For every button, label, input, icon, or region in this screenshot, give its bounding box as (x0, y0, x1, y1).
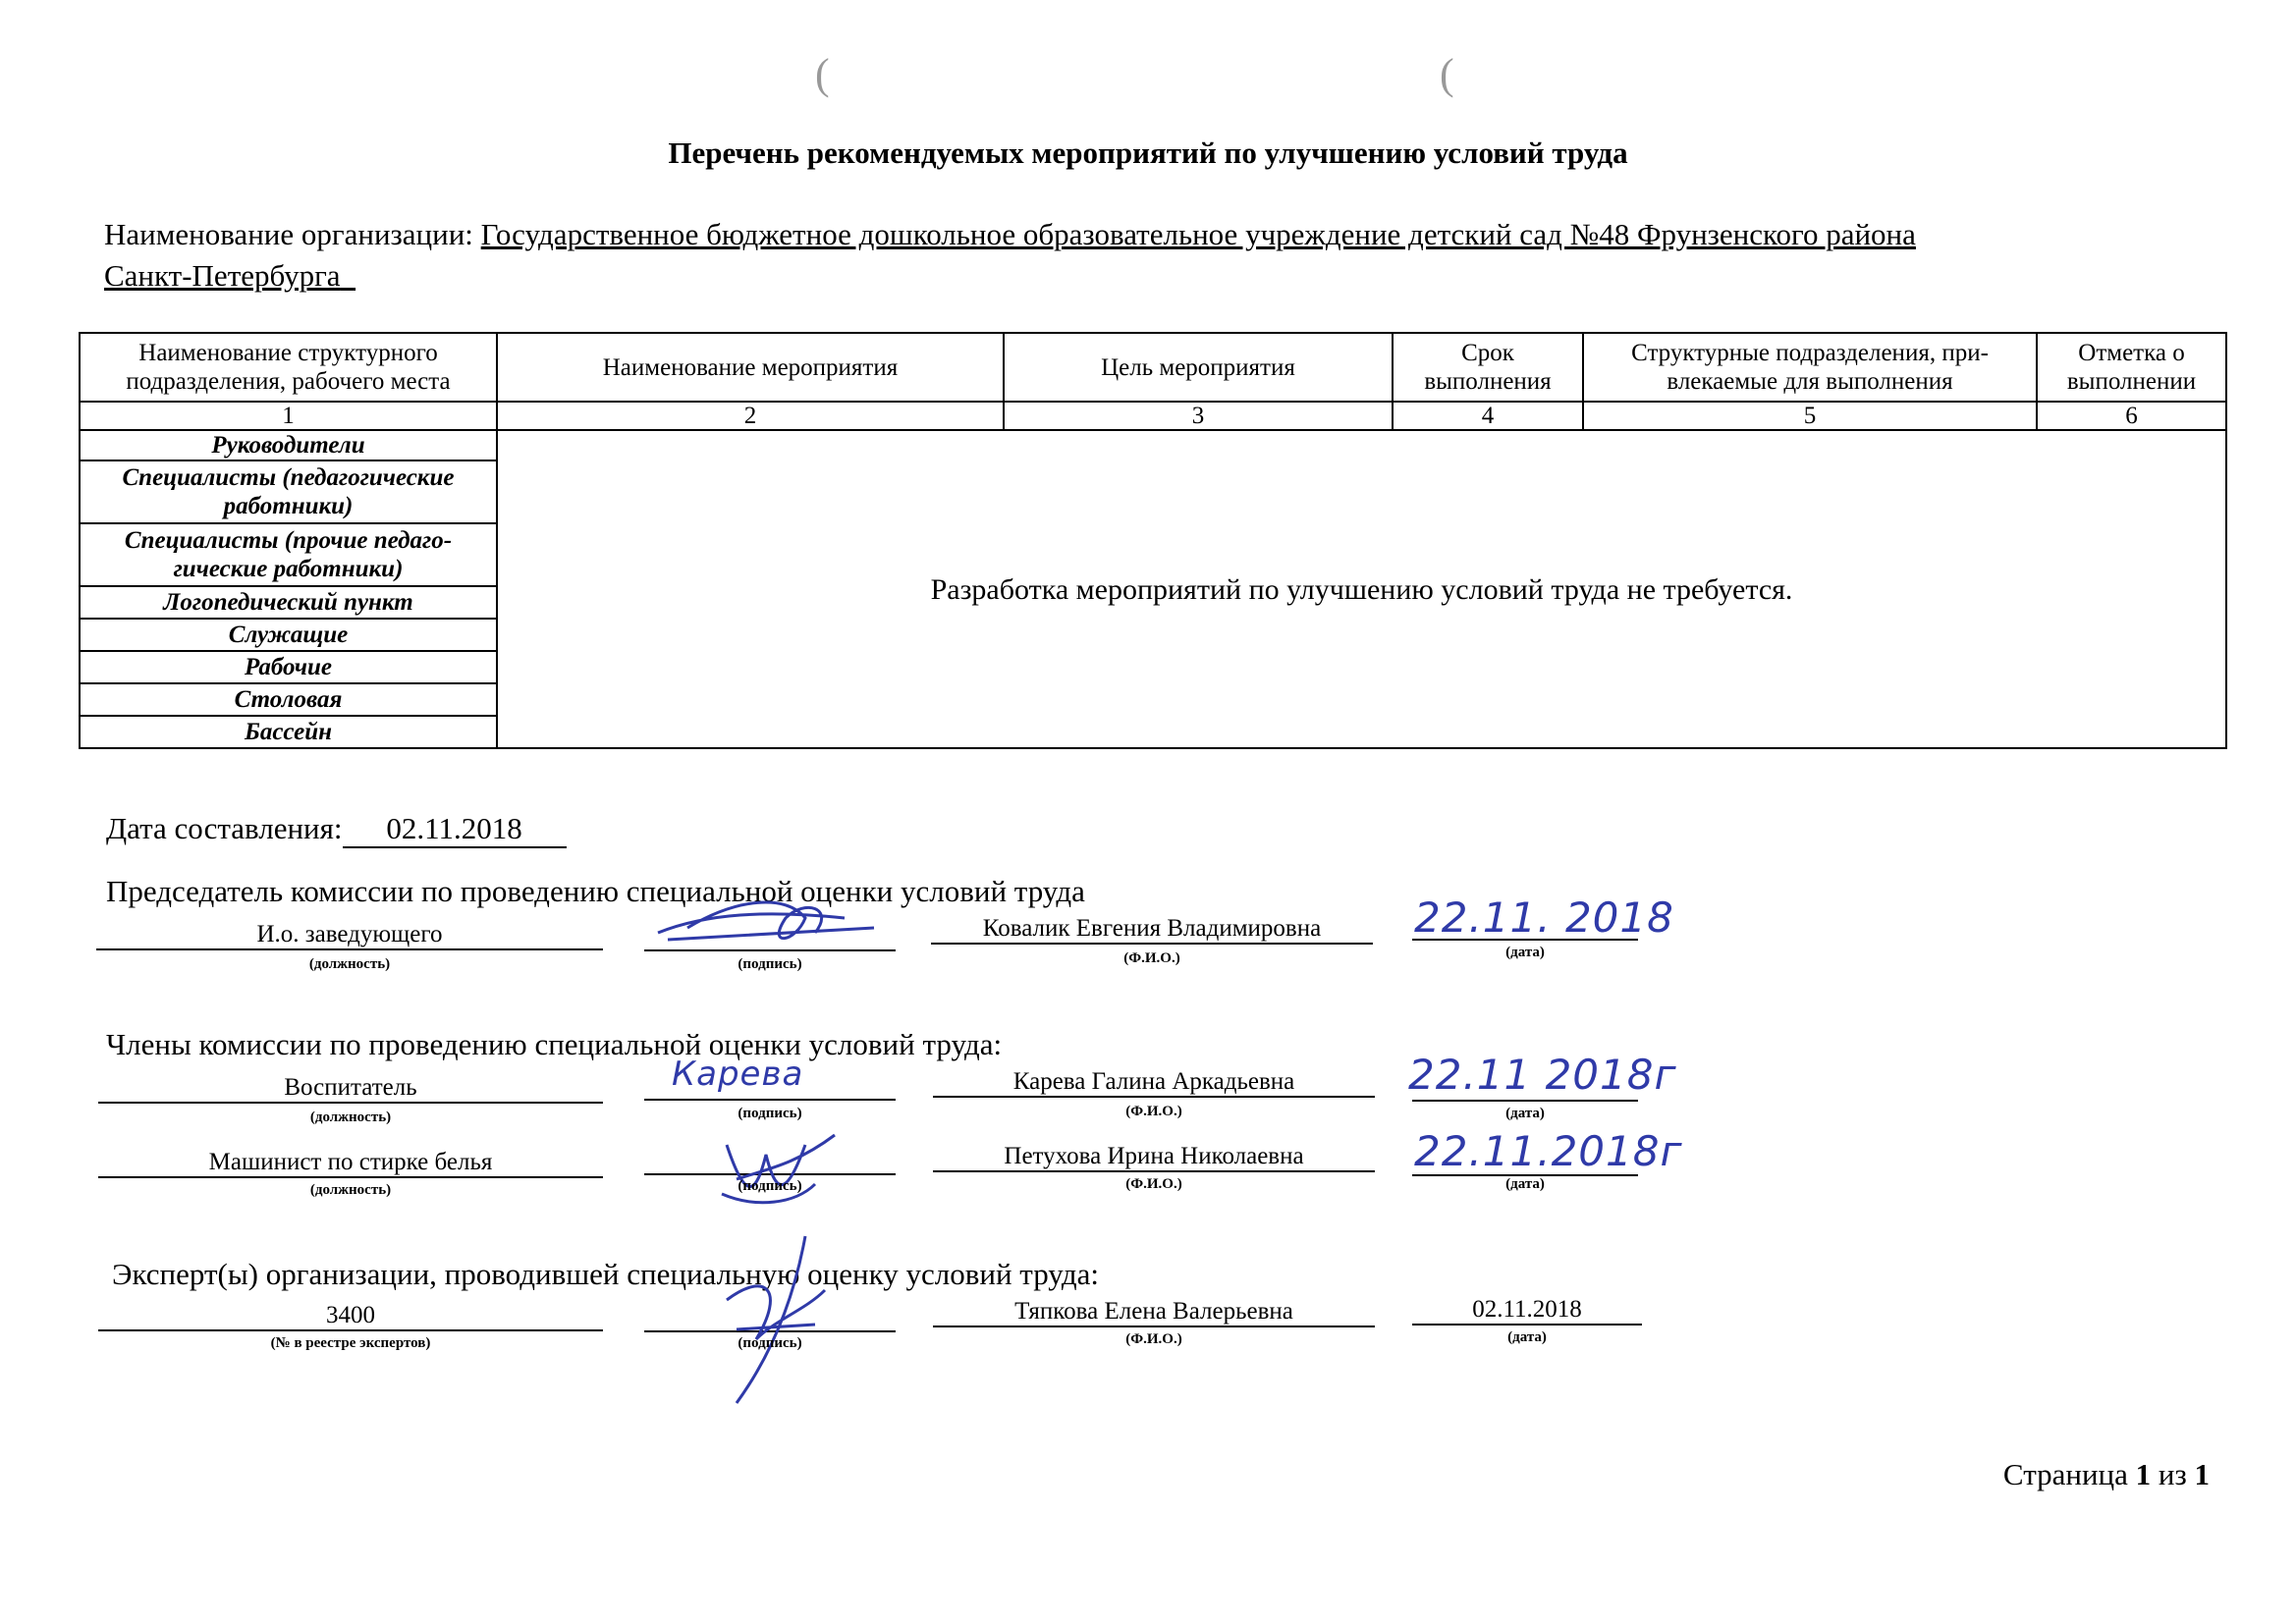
column-header: Отметка о выполнении (2037, 333, 2226, 402)
category-cell: Столовая (80, 683, 497, 716)
organization-block (104, 214, 2166, 297)
column-number-row (80, 402, 2226, 430)
table-header-row (80, 333, 2226, 402)
signature-caption: (подпись) (738, 956, 802, 972)
column-number: 2 (497, 402, 1004, 430)
chair-heading: Председатель комиссии по проведению специальной оценки условий труда (106, 874, 1085, 908)
signature-caption: (подпись) (738, 1178, 802, 1194)
page-current: 1 (2135, 1457, 2152, 1491)
category-cell: Руководители (80, 430, 497, 460)
members-heading: Члены комиссии по проведению специальной оценки условий труда: (106, 1027, 1003, 1061)
position-caption: (должность) (309, 1182, 392, 1198)
column-header: Наименование структурного подразделения, рабочего места (80, 333, 497, 402)
fio-caption: (Ф.И.О.) (1125, 1176, 1182, 1192)
date-caption: (дата) (1505, 1176, 1545, 1192)
column-number: 4 (1393, 402, 1583, 430)
chair-name: Ковалик Евгения Владимировна (931, 915, 1373, 945)
compilation-date (106, 811, 567, 848)
page-title: Перечень рекомендуемых мероприятий по улучшению условий труда (668, 135, 1628, 170)
column-number: 3 (1004, 402, 1393, 430)
category-cell: Специалисты (прочие педаго-гические работники) (80, 523, 497, 586)
category-cell: Рабочие (80, 651, 497, 683)
chair-date-handwritten: 22.11. 2018 (1414, 893, 1674, 942)
date-caption: (дата) (1505, 945, 1545, 960)
page-total: 1 (2194, 1457, 2210, 1491)
expert-name: Тяпкова Елена Валерьевна (933, 1298, 1375, 1327)
merged-note-cell: Разработка мероприятий по улучшению условий труда не требуется. (497, 430, 2226, 748)
punch-mark-right: ( (1440, 50, 1454, 98)
column-header: Срок выполнения (1393, 333, 1583, 402)
column-header: Цель мероприятия (1004, 333, 1393, 402)
position-caption: (должность) (309, 1109, 392, 1125)
compilation-date-value: 02.11.2018 (343, 811, 567, 848)
organization-name-line1: Государственное бюджетное дошкольное образовательное учреждение детский сад №48 Фрунзенского района (480, 217, 1916, 251)
category-cell: Бассейн (80, 716, 497, 748)
date-caption: (дата) (1507, 1329, 1547, 1345)
page-label: Страница (2002, 1457, 2128, 1491)
member-name: Карева Галина Аркадьевна (933, 1068, 1375, 1098)
member-date-handwritten: 22.11.2018г (1414, 1127, 1683, 1175)
member-position: Машинист по стирке белья (98, 1149, 603, 1178)
date-caption: (дата) (1505, 1106, 1545, 1121)
expert-date: 02.11.2018 (1412, 1296, 1642, 1325)
column-header: Структурные подразделения, при-влекаемые для выполнения (1583, 333, 2037, 402)
page-of: из (2158, 1457, 2187, 1491)
measures-table (79, 332, 2227, 749)
column-number: 6 (2037, 402, 2226, 430)
member-name: Петухова Ирина Николаевна (933, 1143, 1375, 1172)
compilation-date-label: Дата составления: (106, 811, 343, 845)
signature-caption: (подпись) (738, 1335, 802, 1351)
signature-caption: (подпись) (738, 1106, 802, 1121)
organization-name-line2: Санкт-Петербурга (104, 258, 341, 293)
column-number: 1 (80, 402, 497, 430)
chair-position: И.о. заведующего (96, 921, 603, 950)
category-cell: Служащие (80, 619, 497, 651)
fio-caption: (Ф.И.О.) (1125, 1104, 1182, 1119)
punch-mark-left: ( (815, 50, 830, 98)
fio-caption: (Ф.И.О.) (1123, 950, 1180, 966)
expert-heading: Эксперт(ы) организации, проводившей специальную оценку условий труда: (112, 1257, 1099, 1291)
position-caption: (должность) (308, 956, 391, 972)
member-date-handwritten: 22.11 2018г (1408, 1051, 1677, 1099)
expert-signature (717, 1231, 835, 1408)
registry-caption: (№ в реестре экспертов) (270, 1335, 431, 1351)
member-signature-2 (707, 1125, 845, 1214)
table-row (80, 430, 2226, 460)
organization-label: Наименование организации: (104, 217, 473, 251)
column-number: 5 (1583, 402, 2037, 430)
member-signature: Карева (672, 1055, 804, 1094)
member-position: Воспитатель (98, 1074, 603, 1104)
expert-registry-number: 3400 (98, 1302, 603, 1331)
category-cell: Специалисты (педагогические работники) (80, 460, 497, 523)
column-header: Наименование мероприятия (497, 333, 1004, 402)
fio-caption: (Ф.И.О.) (1125, 1331, 1182, 1347)
category-cell: Логопедический пункт (80, 586, 497, 619)
page-number (2003, 1457, 2210, 1492)
chair-signature (648, 889, 884, 957)
